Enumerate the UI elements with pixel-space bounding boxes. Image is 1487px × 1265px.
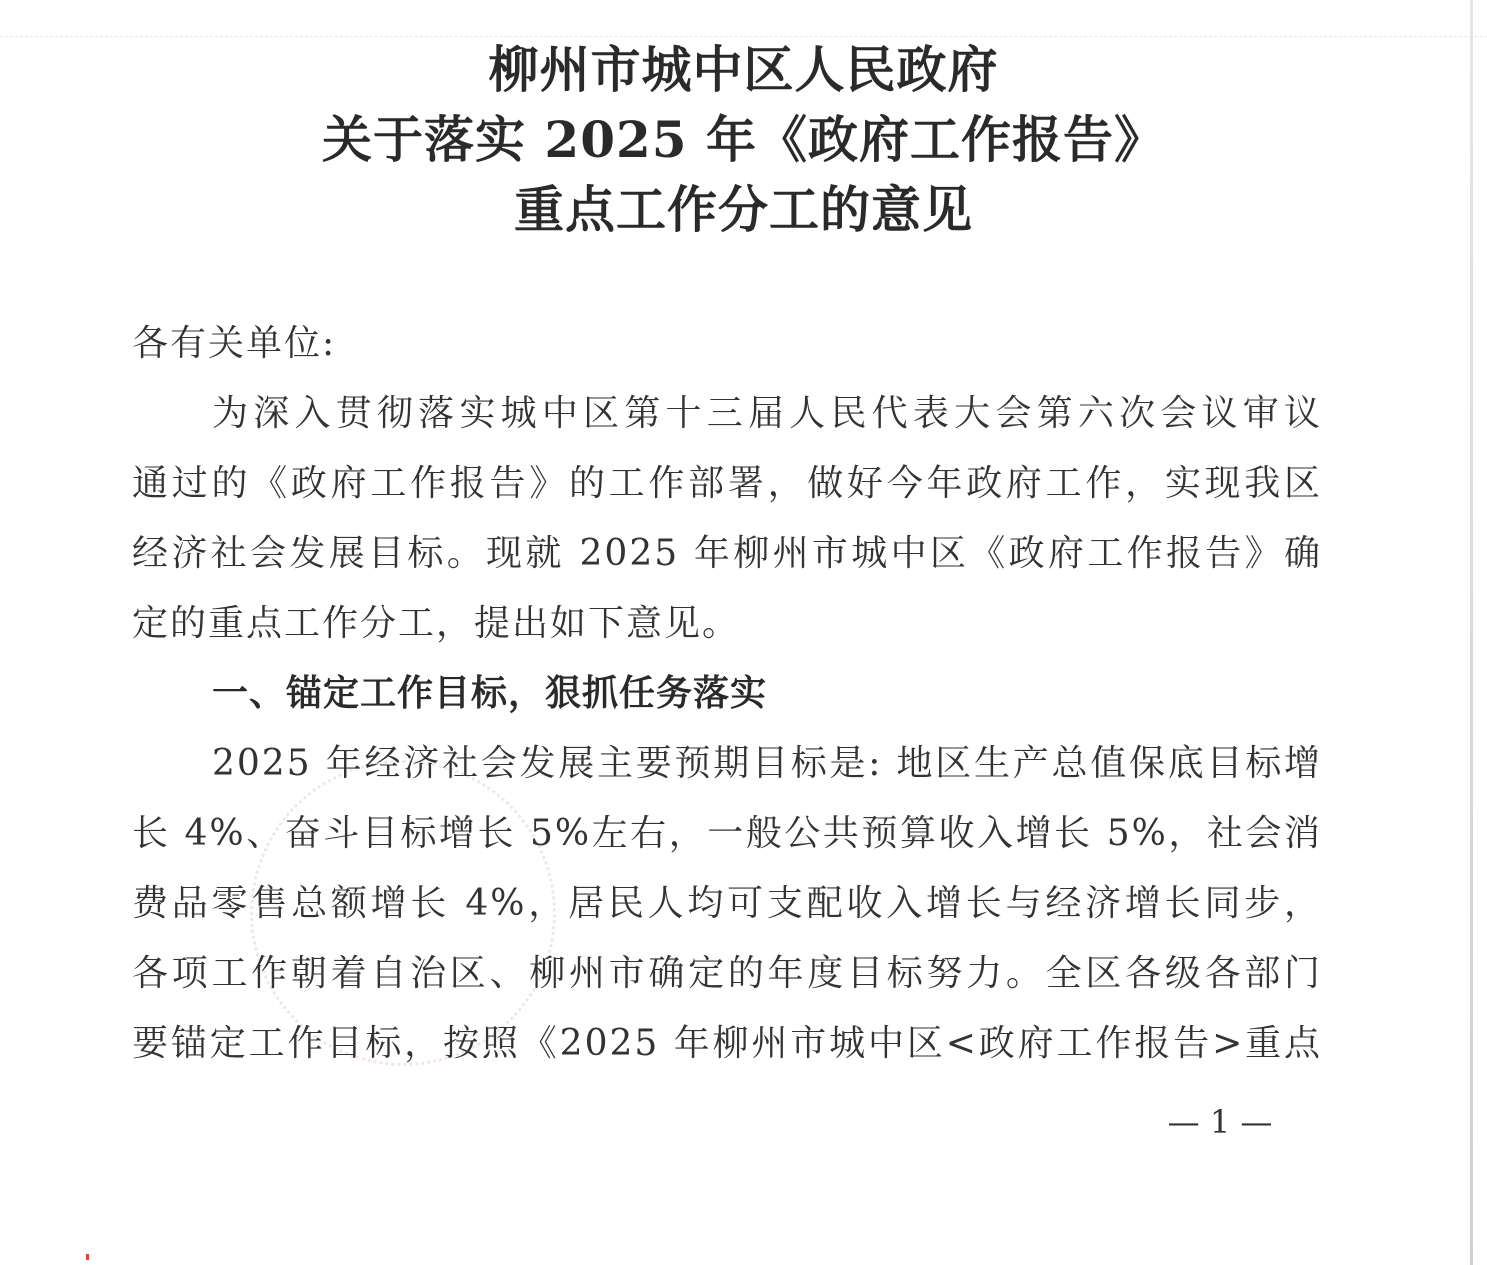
para1-line-3: 经济社会发展目标。现就 2025 年柳州市城中区《政府工作报告》确: [132, 533, 1322, 574]
title-line-2: 关于落实 2025 年《政府工作报告》: [322, 110, 1165, 169]
para2-line-1: 2025 年经济社会发展主要预期目标是: 地区生产总值保底目标增: [212, 743, 1322, 784]
para2-line-4: 各项工作朝着自治区、柳州市确定的年度目标努力。全区各级各部门: [132, 953, 1322, 994]
para1-line-1: 为深入贯彻落实城中区第十三届人民代表大会第六次会议审议: [212, 393, 1322, 434]
para2-line-2: 长 4%、奋斗目标增长 5%左右，一般公共预算收入增长 5%，社会消: [132, 813, 1322, 854]
title-line-1: 柳州市城中区人民政府: [488, 40, 999, 99]
para2-line-5: 要锚定工作目标，按照《2025 年柳州市城中区<政府工作报告>重点: [132, 1023, 1322, 1064]
scan-mark: [86, 1254, 89, 1260]
page-number: — 1 —: [1167, 1103, 1273, 1141]
para1-line-4: 定的重点工作分工，提出如下意见。: [132, 603, 741, 644]
section1-heading: 一、锚定工作目标，狠抓任务落实: [212, 673, 768, 714]
title-line-3: 重点工作分工的意见: [514, 180, 973, 239]
para2-line-3: 费品零售总额增长 4%，居民人均可支配收入增长与经济增长同步，: [132, 883, 1322, 924]
para1-line-2: 通过的《政府工作报告》的工作部署，做好今年政府工作，实现我区: [132, 463, 1322, 504]
salutation: 各有关单位:: [132, 323, 337, 364]
